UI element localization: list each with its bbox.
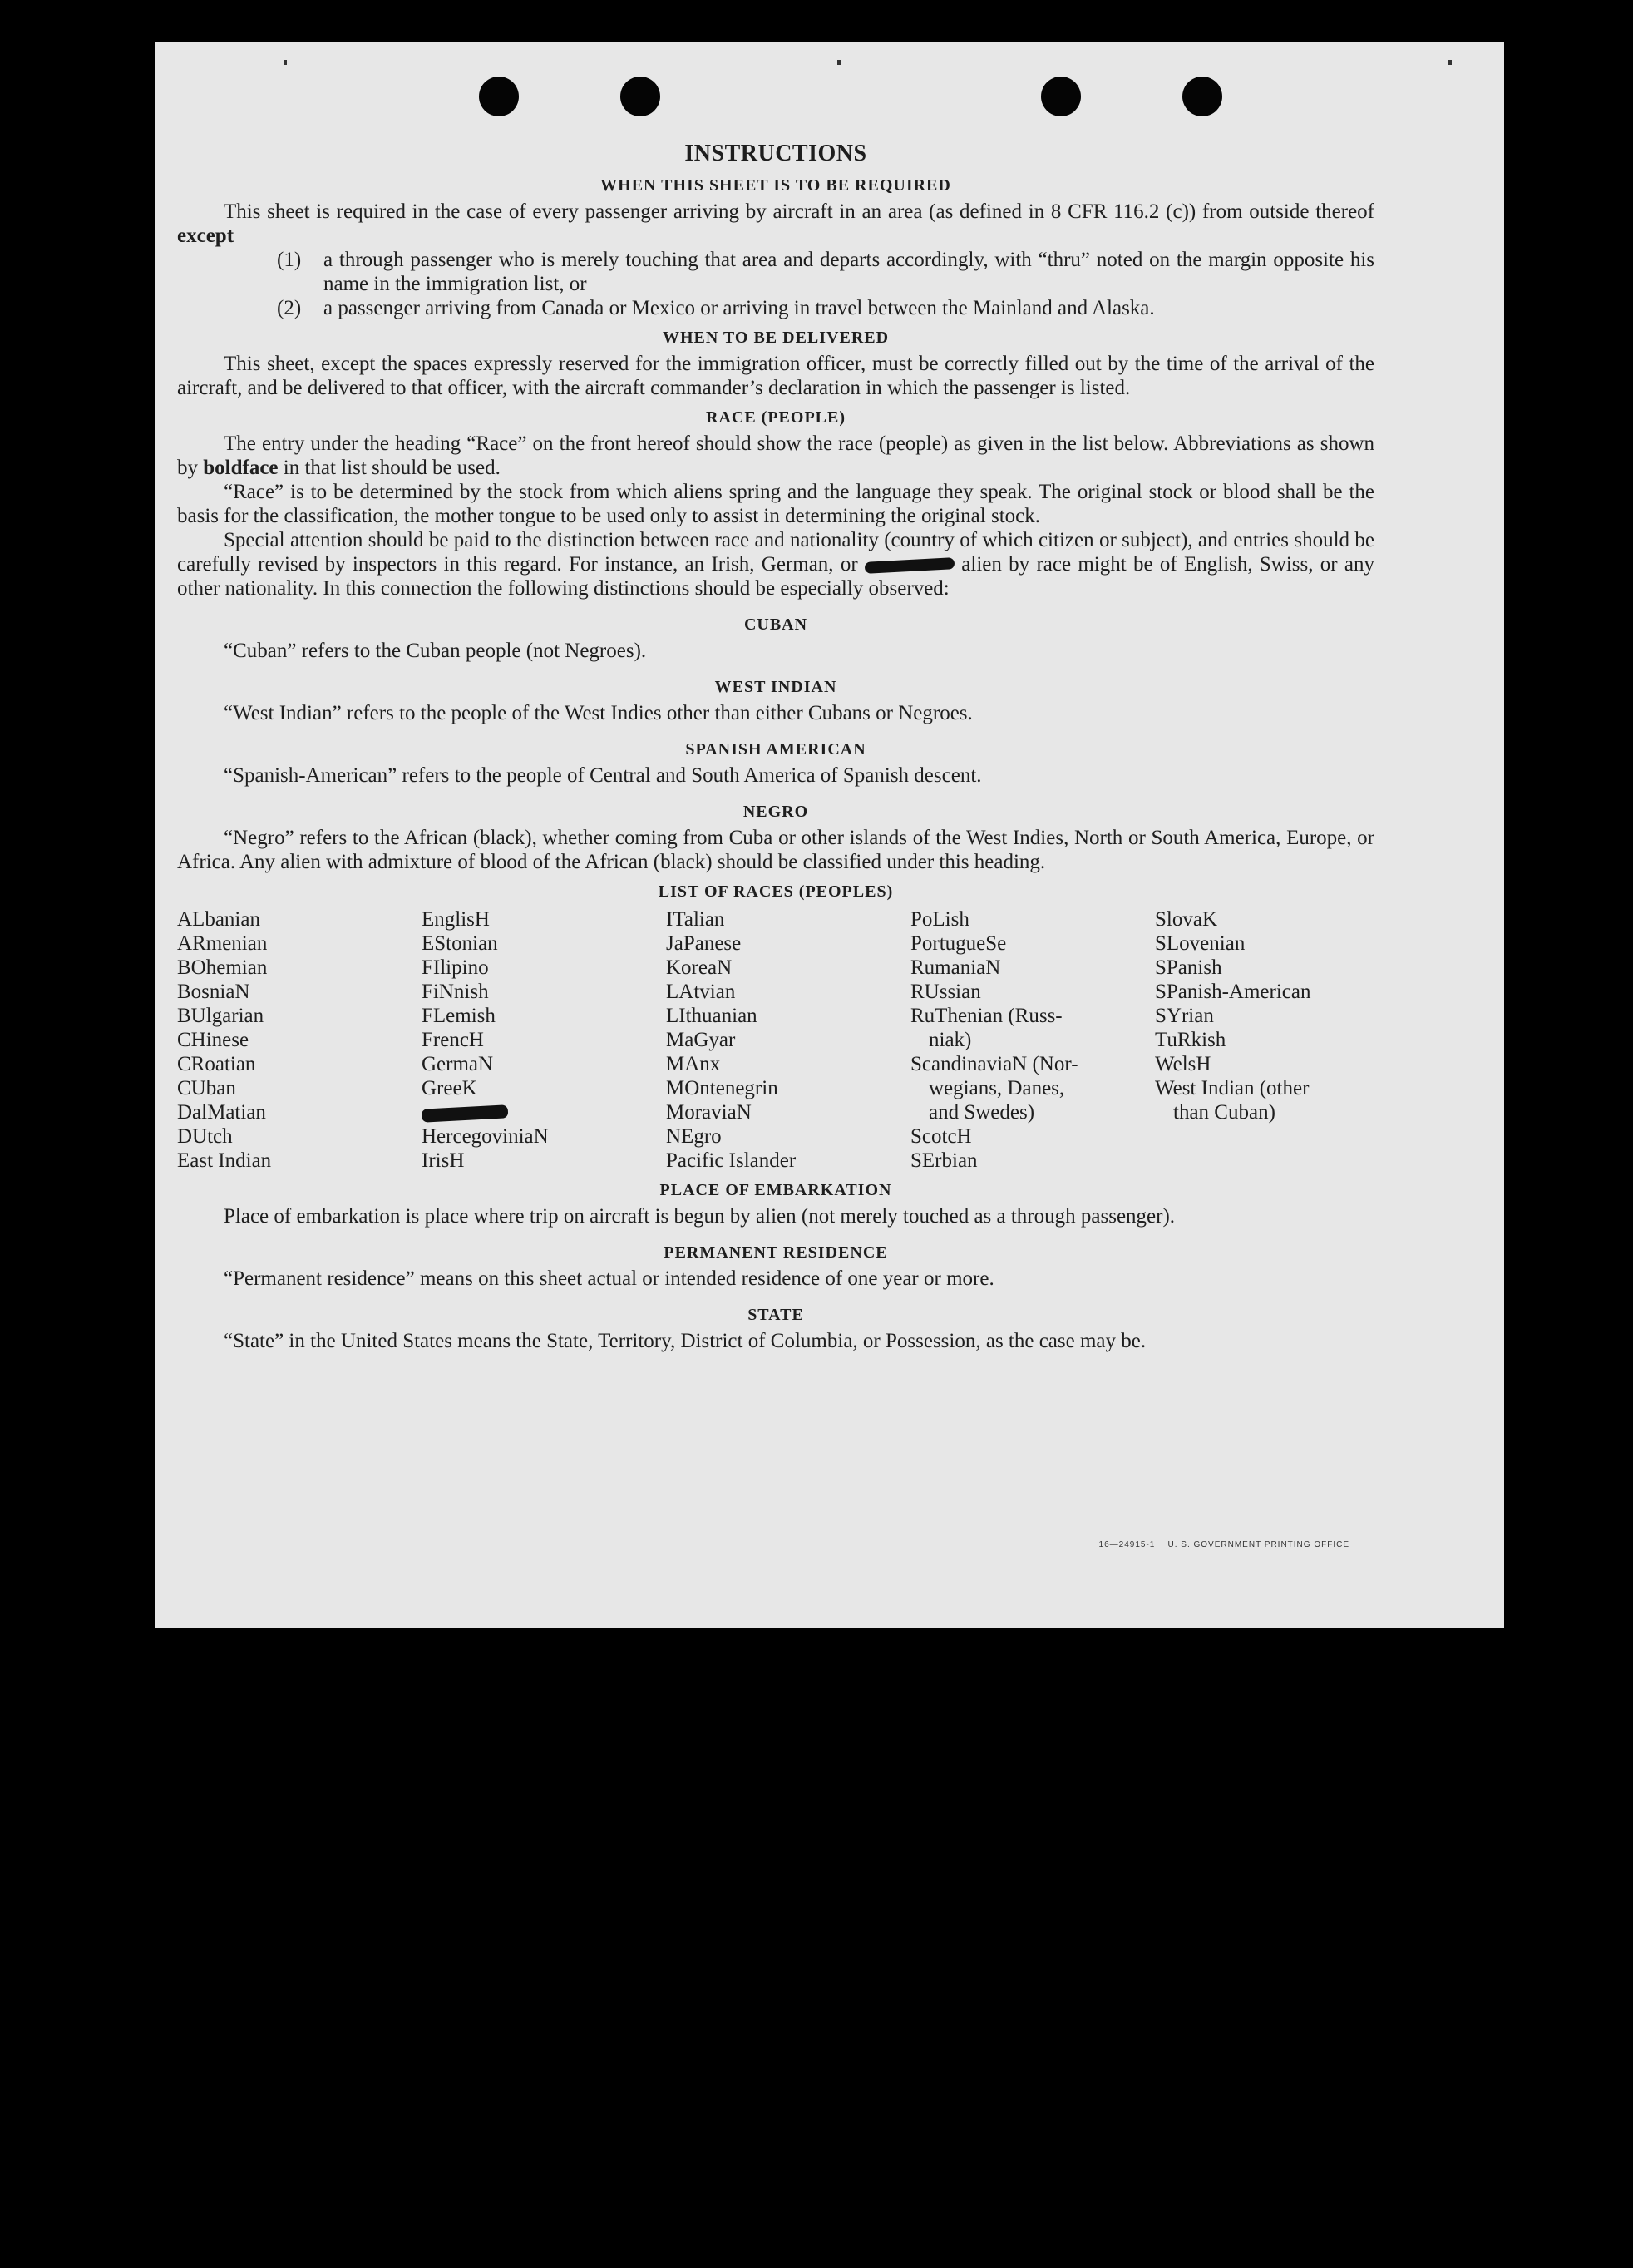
race-entry: SYrian	[1155, 1005, 1214, 1027]
race-entry: LIthuanian	[666, 1005, 757, 1027]
paragraph-race-2: “Race” is to be determined by the stock from which aliens spring and the language they speak. The original stock or blood shall be the basis for the classification, the mother tongue to be used only to assist in determining the original stock.	[177, 481, 1374, 527]
race-entry: FLemish	[422, 1005, 496, 1027]
race-entry: DalMatian	[177, 1101, 266, 1124]
race-entry: EStonian	[422, 932, 498, 955]
redaction-mark	[422, 1105, 509, 1123]
race-entry: TuRkish	[1155, 1029, 1226, 1051]
race-entry: RumaniaN	[910, 956, 1001, 979]
race-entry-redacted	[422, 1100, 666, 1124]
heading-when-required: WHEN THIS SHEET IS TO BE REQUIRED	[600, 176, 951, 195]
race-entry: FiNnish	[422, 981, 489, 1003]
race-entry: SLovenian	[1155, 932, 1246, 955]
race-entry: wegians, Danes,	[929, 1077, 1065, 1099]
punch-hole	[1041, 77, 1081, 116]
heading-when-delivered: WHEN TO BE DELIVERED	[662, 329, 890, 347]
race-column-5	[1155, 907, 1399, 1173]
race-entry: KoreaN	[666, 956, 733, 979]
race-entry: CRoatian	[177, 1053, 256, 1075]
punch-hole	[479, 77, 519, 116]
heading-permanent-residence: PERMANENT RESIDENCE	[664, 1243, 888, 1262]
race-entry: MOntenegrin	[666, 1077, 778, 1099]
race-list	[177, 907, 1374, 1173]
race-entry: SErbian	[910, 1149, 978, 1172]
paragraph-embarkation: Place of embarkation is place where trip on aircraft is begun by alien (not merely touched as a through passenger).	[224, 1205, 1176, 1228]
race-entry: ITalian	[666, 908, 725, 931]
race-entry: MoraviaN	[666, 1101, 752, 1124]
race-entry: HercegoviniaN	[422, 1125, 549, 1148]
race-entry: BOhemian	[177, 956, 268, 979]
exception-item: (1) a through passenger who is merely touching that area and departs accordingly, with “thru” noted on the margin opposite his name in the immigration list, or	[277, 249, 1374, 295]
race-entry: ARmenian	[177, 932, 268, 955]
race-entry: ScandinaviaN (Nor-	[910, 1053, 1078, 1075]
race-entry: ScotcH	[910, 1125, 972, 1148]
race-entry: WelsH	[1155, 1053, 1211, 1075]
paragraph-negro: “Negro” refers to the African (black), whether coming from Cuba or other islands of the West Indies, North or South America, Europe, or Africa. Any alien with admixture of blood of the African (black) should be classified under this heading.	[177, 827, 1374, 873]
document-page	[155, 42, 1504, 1628]
race-column-4	[910, 907, 1155, 1173]
paragraph-when-delivered: This sheet, except the spaces expressly reserved for the immigration officer, must be correctly filled out by the time of the arrival of the aircraft, and be delivered to that officer, with the aircraft commander’s declaration in which the passenger is listed.	[177, 353, 1374, 399]
race-entry: East Indian	[177, 1149, 272, 1172]
print-code: 16—24915-1 U. S. GOVERNMENT PRINTING OFFICE	[1098, 1540, 1349, 1549]
heading-west-indian: WEST INDIAN	[714, 678, 837, 696]
redaction-mark	[865, 557, 955, 574]
race-entry: ALbanian	[177, 908, 260, 931]
paragraph-spanish-american: “Spanish-American” refers to the people of Central and South America of Spanish descent.	[224, 764, 982, 787]
race-entry: JaPanese	[666, 932, 742, 955]
punch-hole	[1182, 77, 1222, 116]
race-entry: RuThenian (Russ-	[910, 1005, 1063, 1027]
paragraph-cuban: “Cuban” refers to the Cuban people (not Negroes).	[224, 640, 647, 662]
speck	[1448, 60, 1452, 65]
heading-state: STATE	[747, 1306, 804, 1324]
punch-hole	[620, 77, 660, 116]
race-column-2	[422, 907, 666, 1173]
race-entry: CHinese	[177, 1029, 249, 1051]
race-entry: GermaN	[422, 1053, 494, 1075]
race-entry: and Swedes)	[929, 1101, 1035, 1124]
heading-embarkation: PLACE OF EMBARKATION	[659, 1181, 892, 1199]
race-entry: CUban	[177, 1077, 236, 1099]
instructions-body	[177, 140, 1374, 1353]
race-entry: SlovaK	[1155, 908, 1217, 931]
heading-negro: NEGRO	[742, 803, 809, 821]
race-column-1	[177, 907, 422, 1173]
speck	[837, 60, 841, 65]
heading-cuban: CUBAN	[743, 615, 808, 634]
race-entry: SPanish	[1155, 956, 1222, 979]
race-entry: niak)	[929, 1029, 972, 1051]
heading-race: RACE (PEOPLE)	[706, 408, 846, 427]
race-entry: PoLish	[910, 908, 969, 931]
race-entry: GreeK	[422, 1077, 477, 1099]
race-entry: MAnx	[666, 1053, 721, 1075]
race-column-3	[666, 907, 910, 1173]
race-entry: PortugueSe	[910, 932, 1007, 955]
race-entry: FIlipino	[422, 956, 489, 979]
race-entry: SPanish-American	[1155, 981, 1311, 1003]
heading-spanish-american: SPANISH AMERICAN	[685, 740, 866, 758]
race-entry: than Cuban)	[1173, 1101, 1275, 1124]
race-entry: FrencH	[422, 1029, 484, 1051]
race-entry: West Indian (other	[1155, 1077, 1310, 1099]
heading-list-of-races: LIST OF RACES (PEOPLES)	[658, 882, 894, 901]
paragraph-when-required: This sheet is required in the case of every passenger arriving by aircraft in an area (as defined in 8 CFR 116.2 (c)) from outside thereof except	[177, 200, 1374, 247]
race-entry: LAtvian	[666, 981, 736, 1003]
paragraph-race-1: The entry under the heading “Race” on the front hereof should show the race (people) as given in the list below. Abbreviations as shown by boldface in that list should be used.	[177, 432, 1374, 479]
race-entry: Pacific Islander	[666, 1149, 797, 1172]
exception-item: (2) a passenger arriving from Canada or Mexico or arriving in travel between the Mainland and Alaska.	[277, 297, 1155, 319]
paragraph-state: “State” in the United States means the State, Territory, District of Columbia, or Possession, as the case may be.	[224, 1330, 1147, 1352]
paragraph-race-3: Special attention should be paid to the distinction between race and nationality (country of which citizen or subject), and entries should be carefully revised by inspectors in this regard. For instance, an Irish, German, or alien by race might be of English, Swiss, or any other nationality. In this connection the following distinctions should be especially observed:	[177, 529, 1375, 600]
paragraph-west-indian: “West Indian” refers to the people of the West Indies other than either Cubans or Negroes.	[224, 702, 973, 724]
race-entry: MaGyar	[666, 1029, 736, 1051]
speck	[284, 60, 287, 65]
race-entry: BUlgarian	[177, 1005, 264, 1027]
race-entry: BosniaN	[177, 981, 250, 1003]
race-entry: DUtch	[177, 1125, 233, 1148]
race-entry: IrisH	[422, 1149, 465, 1172]
race-entry: NEgro	[666, 1125, 722, 1148]
race-entry: EnglisH	[422, 908, 490, 931]
race-entry: RUssian	[910, 981, 981, 1003]
paragraph-permanent-residence: “Permanent residence” means on this sheet actual or intended residence of one year or more.	[224, 1267, 994, 1290]
page-title: INSTRUCTIONS	[684, 141, 867, 166]
